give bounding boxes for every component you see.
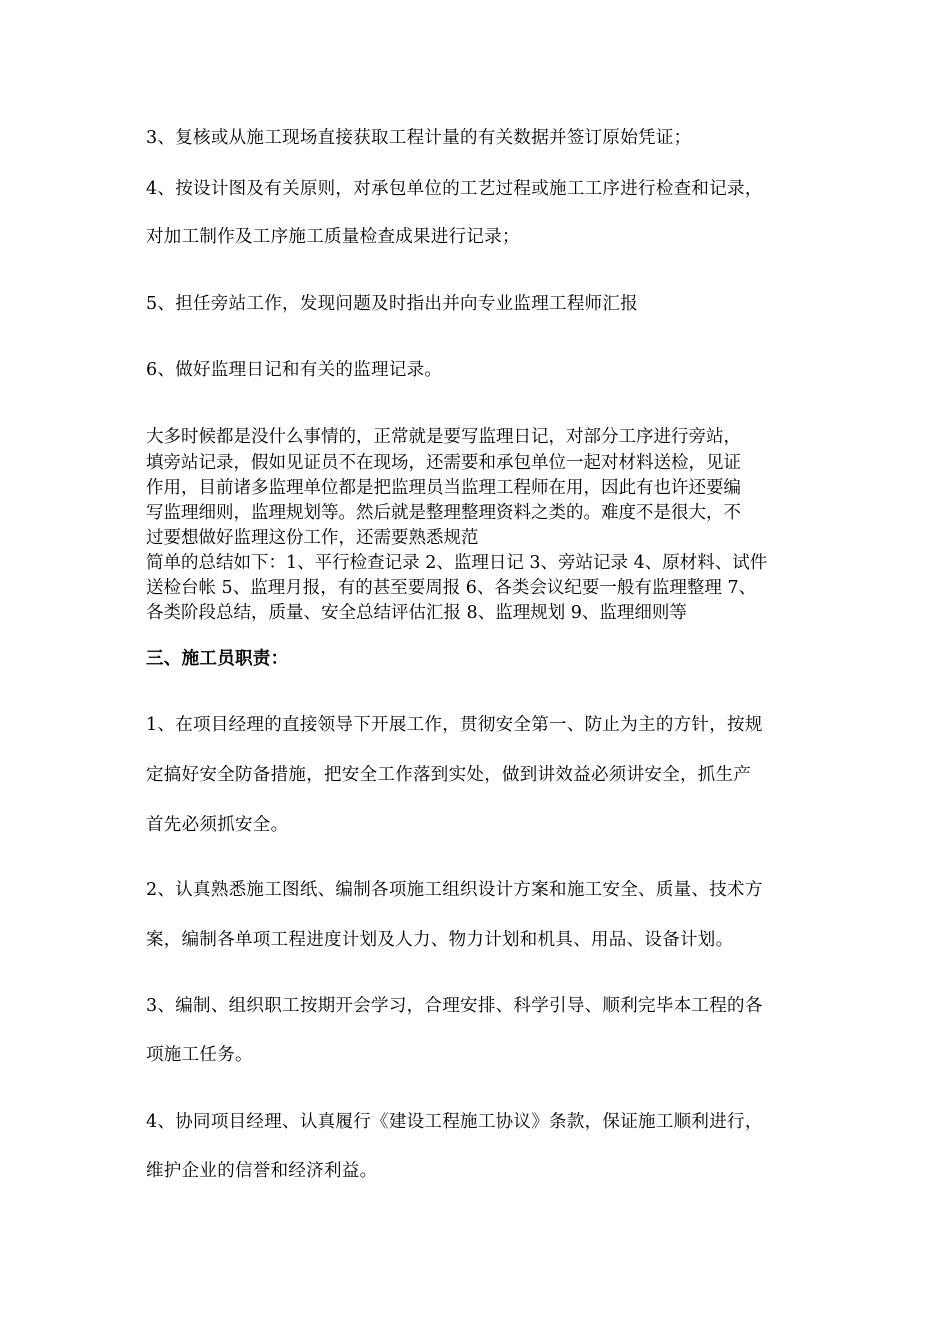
commentary-line: 作用，目前诸多监理单位都是把监理员当监理工程师在用，因此有也许还要编 [146, 478, 741, 498]
builder-duty-item-1-line-1: 1、在项目经理的直接领导下开展工作，贯彻安全第一、防止为主的方针，按规 [146, 715, 763, 735]
commentary-line: 送检台帐 5、监理月报，有的甚至要周报 6、各类会议纪要一般有监理整理 7、 [146, 578, 757, 598]
commentary-line: 简单的总结如下：1、平行检查记录 2、监理日记 3、旁站记录 4、原材料、试件 [146, 553, 768, 573]
builder-duty-item-3-line-2: 项施工任务。 [146, 1045, 253, 1065]
builder-duty-item-4-line-1: 4、协同项目经理、认真履行《建设工程施工协议》条款，保证施工顺利进行， [146, 1112, 763, 1132]
builder-duty-item-3-line-1: 3、编制、组织职工按期开会学习，合理安排、科学引导、顺利完毕本工程的各 [146, 996, 763, 1016]
commentary-line: 写监理细则，监理规划等。然后就是整理整理资料之类的。难度不是很大，不 [146, 503, 741, 523]
commentary-line: 各类阶段总结，质量、安全总结评估汇报 8、监理规划 9、监理细则等 [146, 603, 687, 623]
supervisor-duty-item-4-line-2: 对加工制作及工序施工质量检查成果进行记录； [146, 227, 520, 247]
supervisor-duty-item-4-line-1: 4、按设计图及有关原则，对承包单位的工艺过程或施工工序进行检查和记录， [146, 179, 763, 199]
builder-duty-item-2-line-1: 2、认真熟悉施工图纸、编制各项施工组织设计方案和施工安全、质量、技术方 [146, 880, 763, 900]
commentary-line: 填旁站记录，假如见证员不在现场，还需要和承包单位一起对材料送检，见证 [146, 453, 741, 473]
builder-duty-item-2-line-2: 案，编制各单项工程进度计划及人力、物力计划和机具、用品、设备计划。 [146, 930, 734, 950]
supervisor-duty-item-6: 6、做好监理日记和有关的监理记录。 [146, 360, 443, 380]
commentary-line: 过要想做好监理这份工作，还需要熟悉规范 [146, 528, 479, 548]
builder-duty-item-4-line-2: 维护企业的信誉和经济利益。 [146, 1161, 378, 1181]
supervisor-duty-item-5: 5、担任旁站工作，发现问题及时指出并向专业监理工程师汇报 [146, 294, 639, 314]
builder-duty-item-1-line-3: 首先必须抓安全。 [146, 815, 289, 835]
builder-duty-item-1-line-2: 定搞好安全防备措施，把安全工作落到实处，做到讲效益必须讲安全，抓生产 [146, 765, 752, 785]
supervisor-duty-item-3: 3、复核或从施工现场直接获取工程计量的有关数据并签订原始凭证； [146, 128, 692, 148]
section-heading: 三、施工员职责： [146, 649, 289, 669]
commentary-line: 大多时候都是没什么事情的，正常就是要写监理日记，对部分工序进行旁站， [146, 427, 741, 447]
